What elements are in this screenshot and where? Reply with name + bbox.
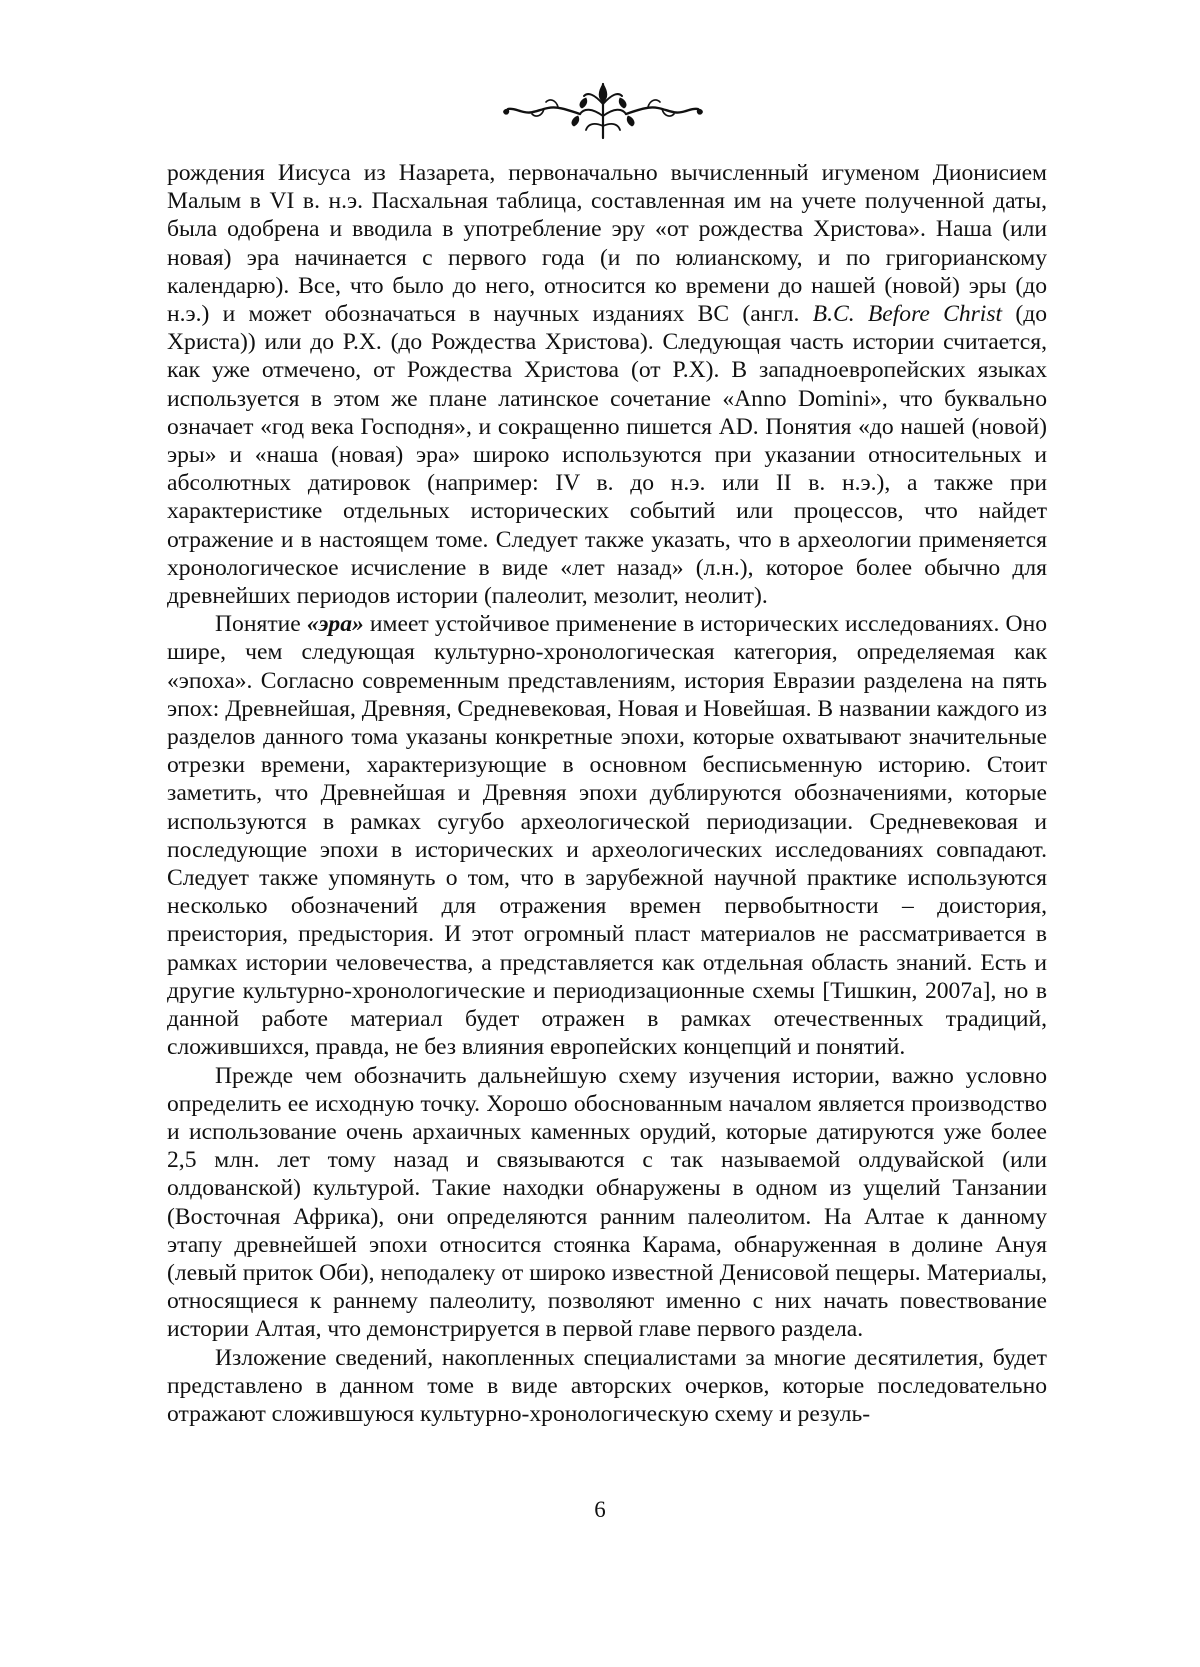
text-segment: (до Христа)) или до Р.Х. (до Рождества Христова). Следующая часть истории считается, как уже отмечено, от Рождества Христова (от Р.Х). В западноевропейских языках используется в этом же плане латинское сочетание «Anno Domini», что буквально означает «год века Господня», и сокращенно пишется AD. Понятия «до нашей (новой) эры» и «наша (новая) эра» широко используются при указании относительных и абсолютных датировок (например: IV в. до н.э. или II в. н.э.), а также при характеристике отдельных исторических событий или процессов, что найдет отражение и в настоящем томе. Следует также указать, что в археологии применяется хронологическое исчисление в виде «лет назад» (л.н.), которое более обычно для древнейших периодов истории (палеолит, мезолит, неолит). (167, 301, 1047, 609)
body-text (167, 159, 1047, 1428)
text-segment: Понятие (215, 611, 307, 637)
term-emphasis: «эра» (307, 611, 364, 637)
text-segment: Прежде чем обозначить дальнейшую схему изучения истории, важно условно определить ее исходную точку. Хорошо обоснованным началом является производство и использование очень архаичных каменных орудий, которые датируются уже более 2,5 млн. лет тому назад и связываются с так называемой олдувайской (или олдованской) культурой. Такие находки обнаружены в одном из ущелий Танзании (Восточная Африка), они определяются ранним палеолитом. На Алтае к данному этапу древнейшей эпохи относится стоянка Карама, обнаруженная в долине Ануя (левый приток Оби), неподалеку от широко известной Денисовой пещеры. Материалы, относящиеся к раннему палеолиту, позволяют именно с них начать повествование истории Алтая, что демонстрируется в первой главе первого раздела. (167, 1063, 1047, 1343)
paragraph (167, 159, 1047, 610)
emphasis-italic: B.C. Before Christ (813, 301, 1002, 327)
floral-ornament-icon (498, 78, 708, 148)
page-number: 6 (0, 1497, 1200, 1523)
paragraph (167, 1344, 1047, 1429)
text-segment: рождения Иисуса из Назарета, первоначально вычисленный игуменом Дионисием Малым в VI в. н.э. Пасхальная таблица, составленная им на учете полученной даты, была одобрена и вводила в употребление эру «от рождества Христова». Наша (или новая) эра начинается с первого года (и по юлианскому, и по григорианскому календарю). Все, что было до него, относится ко времени до нашей (новой) эры (до н.э.) и может обозначаться в научных изданиях ВС (англ. (167, 160, 1047, 327)
text-segment: имеет устойчивое применение в исторических исследованиях. Оно шире, чем следующая культурно-хронологическая категория, определяемая как «эпоха». Согласно современным представлениям, история Евразии разделена на пять эпох: Древнейшая, Древняя, Средневековая, Новая и Новейшая. В названии каждого из разделов данного тома указаны конкретные эпохи, которые охватывают значительные отрезки времени, характеризующие в основном бесписьменную историю. Стоит заметить, что Древнейшая и Древняя эпохи дублируются обозначениями, которые используются в рамках сугубо археологической периодизации. Средневековая и последующие эпохи в исторических и археологических исследованиях совпадают. Следует также упомянуть о том, что в зарубежной научной практике используются несколько обозначений для отражения времен первобытности – доистория, преистория, предыстория. И этот огромный пласт материалов не рассматривается в рамках истории человечества, а представляется как отдельная область знаний. Есть и другие культурно-хронологические и периодизационные схемы [Тишкин, 2007а], но в данной работе материал будет отражен в рамках отечественных традиций, сложившихся, правда, не без влияния европейских концепций и понятий. (167, 611, 1047, 1060)
text-segment: Изложение сведений, накопленных специалистами за многие десятилетия, будет представлено в данном томе в виде авторских очерков, которые последовательно отражают сложившуюся культурно-хронологическую схему и резуль- (167, 1345, 1047, 1427)
paragraph (167, 610, 1047, 1061)
paragraph (167, 1062, 1047, 1344)
